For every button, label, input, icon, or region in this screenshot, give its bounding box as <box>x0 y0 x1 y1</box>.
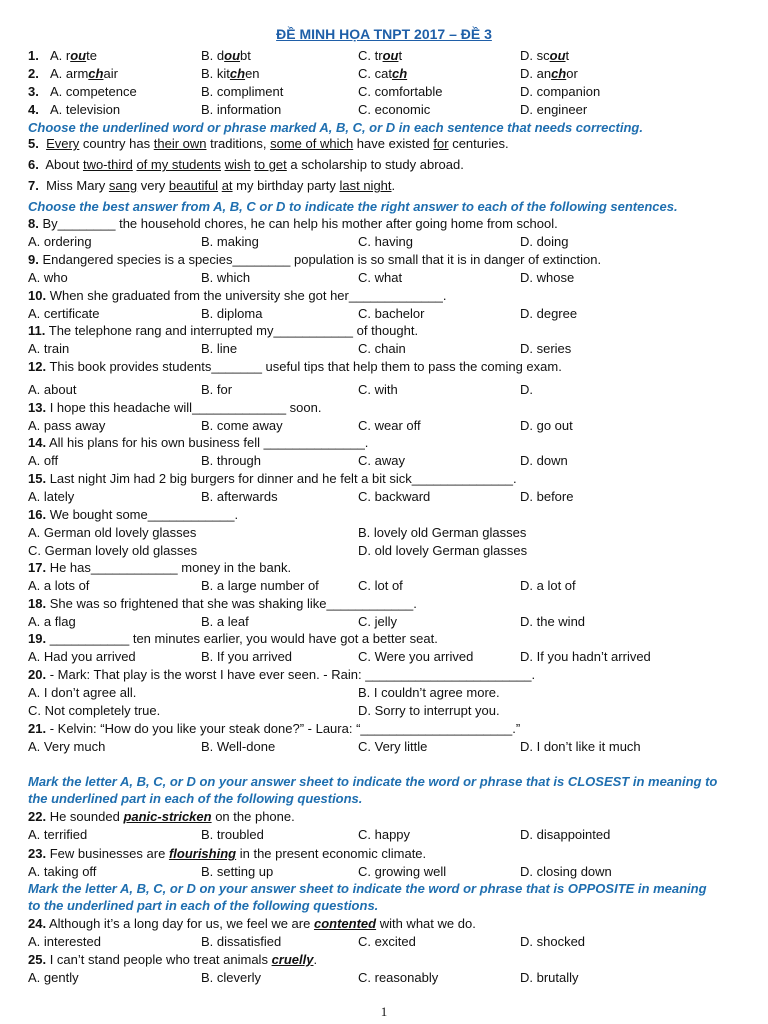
answer-option-b[interactable]: B. dissatisfied <box>201 934 282 949</box>
instruction-correcting: Choose the underlined word or phrase marked A, B, C, or D in each sentence that needs correcting. <box>28 120 643 135</box>
answer-row <box>28 269 748 287</box>
question-text: - Mark: That play is the worst I have ever seen. - Rain: _______________________. <box>49 667 536 682</box>
question-text: I hope this headache will_____________ soon. <box>49 400 322 415</box>
answer-option-c[interactable]: C. comfortable <box>358 84 443 99</box>
answer-option-d[interactable]: D. before <box>520 489 574 504</box>
answer-option-d[interactable]: D. closing down <box>520 864 612 879</box>
instruction-closest: Mark the letter A, B, C, or D on your answer sheet to indicate the word or phrase that is CLOSEST in meaning to the underlined part in each of the following questions. <box>28 774 718 806</box>
answer-option-d[interactable]: D. Sorry to interrupt you. <box>358 703 500 718</box>
answer-option-c[interactable]: C. excited <box>358 934 416 949</box>
question-number: 17. <box>28 560 47 575</box>
question-5: 5. Every country has their own traditions, some of which have existed for centuries. <box>28 136 509 151</box>
answer-row <box>28 863 748 881</box>
question-text: The telephone rang and interrupted my___________ of thought. <box>48 323 419 338</box>
answer-option-b[interactable]: B. a large number of <box>201 578 319 593</box>
answer-option-c[interactable]: C. lot of <box>358 578 403 593</box>
answer-option-d[interactable]: D. <box>520 382 533 397</box>
question-text: ___________ ten minutes earlier, you would have got a better seat. <box>49 631 438 646</box>
instruction-opposite: Mark the letter A, B, C, or D on your answer sheet to indicate the word or phrase that is OPPOSITE in meaning to the underlined part in each of the following questions. <box>28 881 707 913</box>
answer-option-b[interactable]: B. Well-done <box>201 739 276 754</box>
key-word: flourishing <box>168 846 237 861</box>
question-text: She was so frightened that she was shaking like____________. <box>49 596 417 611</box>
question-7: 7. Miss Mary sang very beautiful at my birthday party last night. <box>28 178 396 193</box>
answer-row <box>28 933 748 951</box>
exam-title: ĐỀ MINH HỌA TNPT 2017 – ĐỀ 3 <box>276 26 492 42</box>
underlined-letters: ch <box>229 66 246 81</box>
answer-row <box>28 542 748 560</box>
answer-option-c[interactable]: C. with <box>358 382 398 397</box>
answer-row <box>28 488 748 506</box>
question-9 <box>28 251 748 269</box>
question-14 <box>28 434 748 452</box>
question-23: 23. Few businesses are flourishing in the present economic climate. <box>28 846 427 861</box>
answer-row <box>28 738 748 756</box>
answer-option-d[interactable]: D. anchor <box>520 66 578 81</box>
answer-option-b[interactable]: B. If you arrived <box>201 649 293 664</box>
question-number: 14. <box>28 435 47 450</box>
answer-option-a[interactable]: A. Very much <box>28 739 106 754</box>
answer-option-b[interactable]: B. I couldn’t agree more. <box>358 685 500 700</box>
answer-option-c[interactable]: C. Not completely true. <box>28 703 161 718</box>
answer-option-b[interactable]: B. afterwards <box>201 489 278 504</box>
answer-option-d[interactable]: D. engineer <box>520 102 588 117</box>
answer-row <box>28 826 748 844</box>
answer-row <box>28 452 748 470</box>
answer-option-a[interactable]: A. taking off <box>28 864 97 879</box>
answer-option-c[interactable]: C. bachelor <box>358 306 425 321</box>
underlined-part: of my students <box>136 157 221 172</box>
question-number: 12. <box>28 359 47 374</box>
question-number: 4. <box>28 102 39 117</box>
underlined-part: their own <box>153 136 207 151</box>
question-number: 16. <box>28 507 47 522</box>
answer-option-b[interactable]: B. for <box>201 382 233 397</box>
question-number: 10. <box>28 288 47 303</box>
answer-option-a[interactable]: A. armchair <box>50 66 118 81</box>
underlined-letters: ch <box>88 66 104 81</box>
answer-option-c[interactable]: C. backward <box>358 489 431 504</box>
answer-option-d[interactable]: D. companion <box>520 84 601 99</box>
question-number: 13. <box>28 400 47 415</box>
answer-option-a[interactable]: A. about <box>28 382 77 397</box>
question-10 <box>28 287 748 305</box>
answer-option-d[interactable]: D. down <box>520 453 568 468</box>
question-number: 23. <box>28 846 47 861</box>
answer-row <box>28 702 748 720</box>
answer-row <box>28 233 748 251</box>
answer-row <box>28 684 748 702</box>
key-word: panic-stricken <box>123 809 212 824</box>
question-number: 8. <box>28 216 39 231</box>
answer-option-d[interactable]: D. doing <box>520 234 569 249</box>
answer-option-c[interactable]: C. wear off <box>358 418 421 433</box>
underlined-part: at <box>221 178 233 193</box>
question-number: 15. <box>28 471 47 486</box>
question-12 <box>28 358 748 376</box>
question-number: 11. <box>28 323 46 338</box>
underlined-part: sang <box>108 178 138 193</box>
pronunciation-question <box>28 47 748 65</box>
answer-option-a[interactable]: A. pass away <box>28 418 106 433</box>
answer-option-d[interactable]: D. scout <box>520 48 570 63</box>
answer-option-b[interactable]: B. lovely old German glasses <box>358 525 527 540</box>
answer-option-b[interactable]: B. making <box>201 234 259 249</box>
question-number: 1. <box>28 48 39 63</box>
question-25: 25. I can’t stand people who treat animals cruelly. <box>28 952 318 967</box>
answer-option-d[interactable]: D. old lovely German glasses <box>358 543 528 558</box>
answer-option-c[interactable]: C. happy <box>358 827 411 842</box>
question-number: 2. <box>28 66 39 81</box>
answer-option-b[interactable]: B. line <box>201 341 238 356</box>
answer-option-c[interactable]: C. Were you arrived <box>358 649 474 664</box>
answer-option-a[interactable]: A. a lots of <box>28 578 90 593</box>
answer-option-a[interactable]: A. television <box>50 102 121 117</box>
question-number: 22. <box>28 809 47 824</box>
underlined-part: Every <box>46 136 80 151</box>
answer-option-b[interactable]: B. which <box>201 270 251 285</box>
page-number: 1 <box>380 1004 388 1019</box>
answer-option-a[interactable]: A. a flag <box>28 614 76 629</box>
question-number: 20. <box>28 667 47 682</box>
pronunciation-question <box>28 83 748 101</box>
answer-option-c[interactable]: C. reasonably <box>358 970 439 985</box>
answer-option-c[interactable]: C. chain <box>358 341 406 356</box>
answer-option-a[interactable]: A. certificate <box>28 306 100 321</box>
instruction-best-answer: Choose the best answer from A, B, C or D to indicate the right answer to each of the following sentences. <box>28 199 678 214</box>
answer-row <box>28 524 748 542</box>
answer-row <box>28 648 748 666</box>
question-number: 25. <box>28 952 47 967</box>
answer-row <box>28 305 748 323</box>
answer-option-c[interactable]: C. growing well <box>358 864 447 879</box>
answer-option-a[interactable]: A. train <box>28 341 70 356</box>
answer-option-a[interactable]: A. off <box>28 453 59 468</box>
question-21 <box>28 720 748 738</box>
answer-option-c[interactable]: C. German lovely old glasses <box>28 543 198 558</box>
question-text: This book provides students_______ useful tips that help them to pass the coming exam. <box>49 359 562 374</box>
answer-option-c[interactable]: C. economic <box>358 102 431 117</box>
answer-option-b[interactable]: B. setting up <box>201 864 274 879</box>
answer-row <box>28 969 748 987</box>
answer-option-b[interactable]: B. through <box>201 453 261 468</box>
answer-option-d[interactable]: D. brutally <box>520 970 579 985</box>
answer-option-b[interactable]: B. doubt <box>201 48 251 63</box>
answer-option-c[interactable]: C. away <box>358 453 405 468</box>
answer-option-c[interactable]: C. what <box>358 270 403 285</box>
answer-option-d[interactable]: D. series <box>520 341 572 356</box>
question-number: 7. <box>28 178 39 193</box>
answer-option-b[interactable]: B. compliment <box>201 84 284 99</box>
key-word: cruelly <box>271 952 314 967</box>
question-text: We bought some____________. <box>49 507 239 522</box>
answer-option-a[interactable]: A. competence <box>50 84 137 99</box>
question-8 <box>28 215 748 233</box>
question-number: 5. <box>28 136 39 151</box>
answer-option-c[interactable]: C. catch <box>358 66 408 81</box>
underlined-letters: ou <box>382 48 399 63</box>
answer-option-c[interactable]: C. jelly <box>358 614 398 629</box>
question-number: 9. <box>28 252 39 267</box>
question-18 <box>28 595 748 613</box>
answer-option-b[interactable]: B. cleverly <box>201 970 261 985</box>
answer-option-c[interactable]: C. trout <box>358 48 403 63</box>
answer-row <box>28 381 748 399</box>
pronunciation-question <box>28 65 748 83</box>
underlined-letters: ou <box>70 48 87 63</box>
answer-option-c[interactable]: C. having <box>358 234 413 249</box>
answer-row <box>28 613 748 631</box>
question-11 <box>28 322 748 340</box>
answer-option-a[interactable]: A. German old lovely glasses <box>28 525 197 540</box>
question-text: By________ the household chores, he can help his mother after going home from school. <box>42 216 558 231</box>
answer-option-a[interactable]: A. I don’t agree all. <box>28 685 137 700</box>
underlined-part: last night <box>339 178 392 193</box>
question-text: Endangered species is a species________ population is so small that it is in danger of extinction. <box>42 252 602 267</box>
question-text: Last night Jim had 2 big burgers for dinner and he felt a bit sick______________. <box>49 471 517 486</box>
question-22: 22. He sounded panic-stricken on the phone. <box>28 809 295 824</box>
answer-option-d[interactable]: D. the wind <box>520 614 586 629</box>
question-13 <box>28 399 748 417</box>
question-17 <box>28 559 748 577</box>
underlined-part: beautiful <box>168 178 219 193</box>
answer-option-a[interactable]: A. Had you arrived <box>28 649 136 664</box>
question-number: 24. <box>28 916 47 931</box>
answer-option-a[interactable]: A. route <box>50 48 97 63</box>
answer-row <box>28 340 748 358</box>
underlined-letters: ch <box>551 66 567 81</box>
question-19 <box>28 630 748 648</box>
answer-option-d[interactable]: D. disappointed <box>520 827 611 842</box>
question-number: 6. <box>28 157 39 172</box>
answer-row <box>28 417 748 435</box>
answer-option-d[interactable]: D. a lot of <box>520 578 576 593</box>
answer-option-d[interactable]: D. If you hadn’t arrived <box>520 649 651 664</box>
question-16 <box>28 506 748 524</box>
answer-option-a[interactable]: A. interested <box>28 934 101 949</box>
question-text: All his plans for his own business fell ______________. <box>48 435 369 450</box>
answer-option-b[interactable]: B. a leaf <box>201 614 249 629</box>
question-15 <box>28 470 748 488</box>
underlined-letters: ou <box>549 48 566 63</box>
answer-option-a[interactable]: A. lately <box>28 489 75 504</box>
underlined-part: some of which <box>270 136 354 151</box>
key-word: contented <box>313 916 377 931</box>
underlined-part: to get <box>254 157 287 172</box>
question-number: 19. <box>28 631 47 646</box>
question-text: He has____________ money in the bank. <box>49 560 292 575</box>
underlined-letters: ou <box>224 48 241 63</box>
answer-option-a[interactable]: A. ordering <box>28 234 92 249</box>
answer-option-b[interactable]: B. come away <box>201 418 283 433</box>
answer-option-a[interactable]: A. gently <box>28 970 79 985</box>
answer-option-d[interactable]: D. degree <box>520 306 578 321</box>
question-20 <box>28 666 748 684</box>
answer-option-b[interactable]: B. troubled <box>201 827 264 842</box>
question-text: - Kelvin: “How do you like your steak done?” - Laura: “_____________________.” <box>49 721 521 736</box>
question-number: 21. <box>28 721 47 736</box>
answer-option-b[interactable]: B. information <box>201 102 282 117</box>
answer-option-a[interactable]: A. who <box>28 270 68 285</box>
answer-option-d[interactable]: D. whose <box>520 270 575 285</box>
question-24: 24. Although it’s a long day for us, we feel we are contented with what we do. <box>28 916 476 931</box>
underlined-part: wish <box>224 157 251 172</box>
answer-option-a[interactable]: A. terrified <box>28 827 88 842</box>
underlined-part: two-third <box>82 157 133 172</box>
question-text: When she graduated from the university she got her_____________. <box>49 288 447 303</box>
answer-option-d[interactable]: D. go out <box>520 418 573 433</box>
underlined-letters: ch <box>391 66 408 81</box>
answer-option-b[interactable]: B. kitchen <box>201 66 260 81</box>
question-6: 6. About two-third of my students wish to get a scholarship to study abroad. <box>28 157 464 172</box>
answer-option-c[interactable]: C. Very little <box>358 739 428 754</box>
answer-option-d[interactable]: D. shocked <box>520 934 586 949</box>
answer-row <box>28 577 748 595</box>
question-number: 3. <box>28 84 39 99</box>
answer-option-b[interactable]: B. diploma <box>201 306 263 321</box>
answer-option-d[interactable]: D. I don’t like it much <box>520 739 641 754</box>
question-number: 18. <box>28 596 47 611</box>
underlined-part: for <box>433 136 449 151</box>
pronunciation-question <box>28 101 748 119</box>
